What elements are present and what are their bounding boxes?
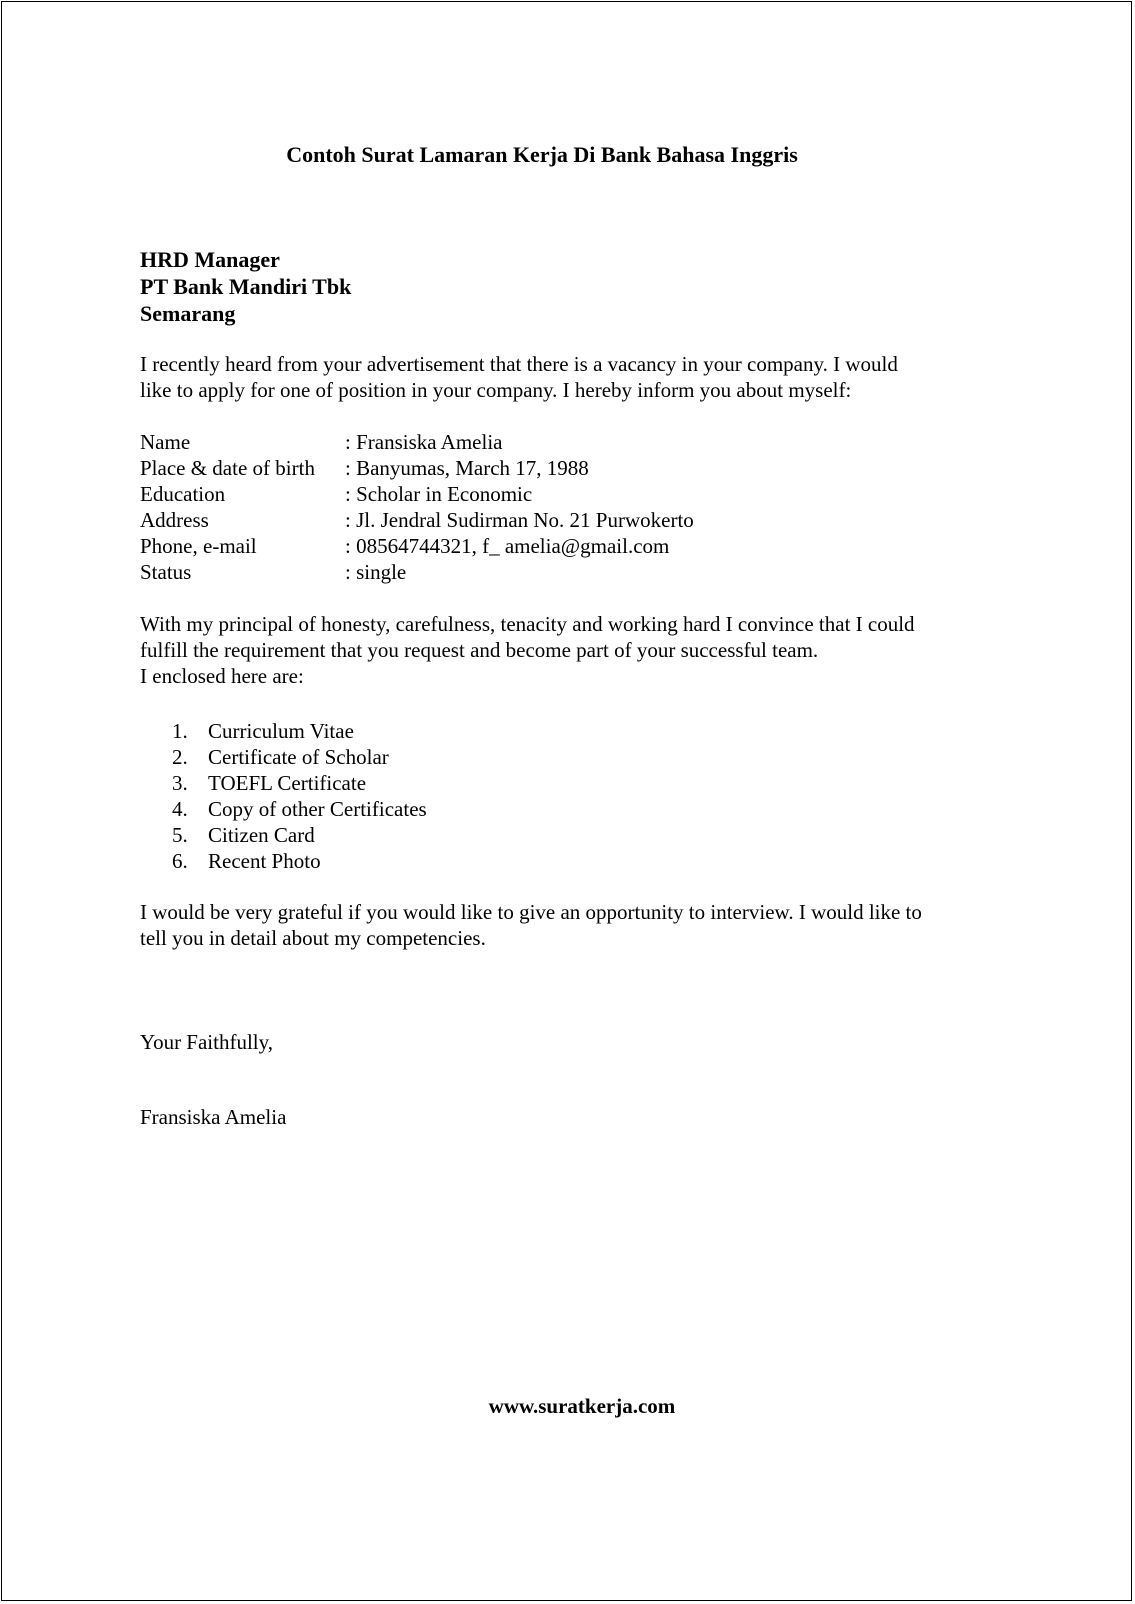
footer-url: www.suratkerja.com <box>488 1394 676 1418</box>
list-item <box>172 718 427 744</box>
list-text: Citizen Card <box>208 823 315 847</box>
recipient-position: HRD Manager <box>140 247 280 272</box>
personal-details <box>140 429 694 585</box>
list-number: 2. <box>172 745 188 769</box>
detail-value: : Jl. Jendral Sudirman No. 21 Purwokerto <box>345 508 694 532</box>
detail-label: Phone, e-mail <box>140 534 257 558</box>
letter-page <box>1 1 1132 1601</box>
detail-value: : 08564744321, f_ amelia@gmail.com <box>345 534 670 558</box>
list-number: 4. <box>172 797 188 821</box>
list-text: Certificate of Scholar <box>208 745 389 769</box>
list-number: 1. <box>172 719 188 743</box>
intro-line: like to apply for one of position in your company. I hereby inform you about myself: <box>140 378 852 402</box>
list-item <box>172 744 427 770</box>
detail-label: Place & date of birth <box>140 456 315 480</box>
sign-off: Your Faithfully, <box>140 1030 274 1054</box>
intro-line: I recently heard from your advertisement that there is a vacancy in your company. I would <box>140 352 898 376</box>
detail-row-education <box>140 481 694 507</box>
detail-value: : Banyumas, March 17, 1988 <box>345 456 589 480</box>
list-text: Recent Photo <box>208 849 321 873</box>
list-text: TOEFL Certificate <box>208 771 367 795</box>
closing-line: I would be very grateful if you would like to give an opportunity to interview. I would like to <box>140 900 922 924</box>
body-paragraph <box>140 611 1000 689</box>
closing-paragraph <box>140 899 1000 951</box>
detail-row-contact <box>140 533 694 559</box>
detail-row-name <box>140 429 694 455</box>
detail-row-birth <box>140 455 694 481</box>
list-item <box>172 770 427 796</box>
enclosure-intro: I enclosed here are: <box>140 664 304 688</box>
list-item <box>172 796 427 822</box>
closing-line: tell you in detail about my competencies. <box>140 926 486 950</box>
list-item <box>172 822 427 848</box>
list-text: Copy of other Certificates <box>208 797 427 821</box>
list-number: 5. <box>172 823 188 847</box>
list-text: Curriculum Vitae <box>208 719 354 743</box>
intro-paragraph <box>140 351 1000 403</box>
document-title: Contoh Surat Lamaran Kerja Di Bank Bahasa Inggris <box>286 142 798 167</box>
detail-label: Address <box>140 508 209 532</box>
detail-label: Name <box>140 430 191 454</box>
detail-row-status <box>140 559 694 585</box>
detail-value: : single <box>345 560 407 584</box>
list-number: 6. <box>172 849 188 873</box>
body-line: fulfill the requirement that you request and become part of your successful team. <box>140 638 819 662</box>
detail-value: : Scholar in Economic <box>345 482 533 506</box>
attachment-list <box>172 718 427 874</box>
detail-row-address <box>140 507 694 533</box>
list-number: 3. <box>172 771 188 795</box>
recipient-block <box>140 246 351 327</box>
recipient-company: PT Bank Mandiri Tbk <box>140 274 352 299</box>
signature-name: Fransiska Amelia <box>140 1105 287 1129</box>
body-line: With my principal of honesty, carefulness, tenacity and working hard I convince that I could <box>140 612 915 636</box>
detail-value: : Fransiska Amelia <box>345 430 503 454</box>
list-item <box>172 848 427 874</box>
detail-label: Status <box>140 560 192 584</box>
recipient-city: Semarang <box>140 301 236 326</box>
detail-label: Education <box>140 482 226 506</box>
